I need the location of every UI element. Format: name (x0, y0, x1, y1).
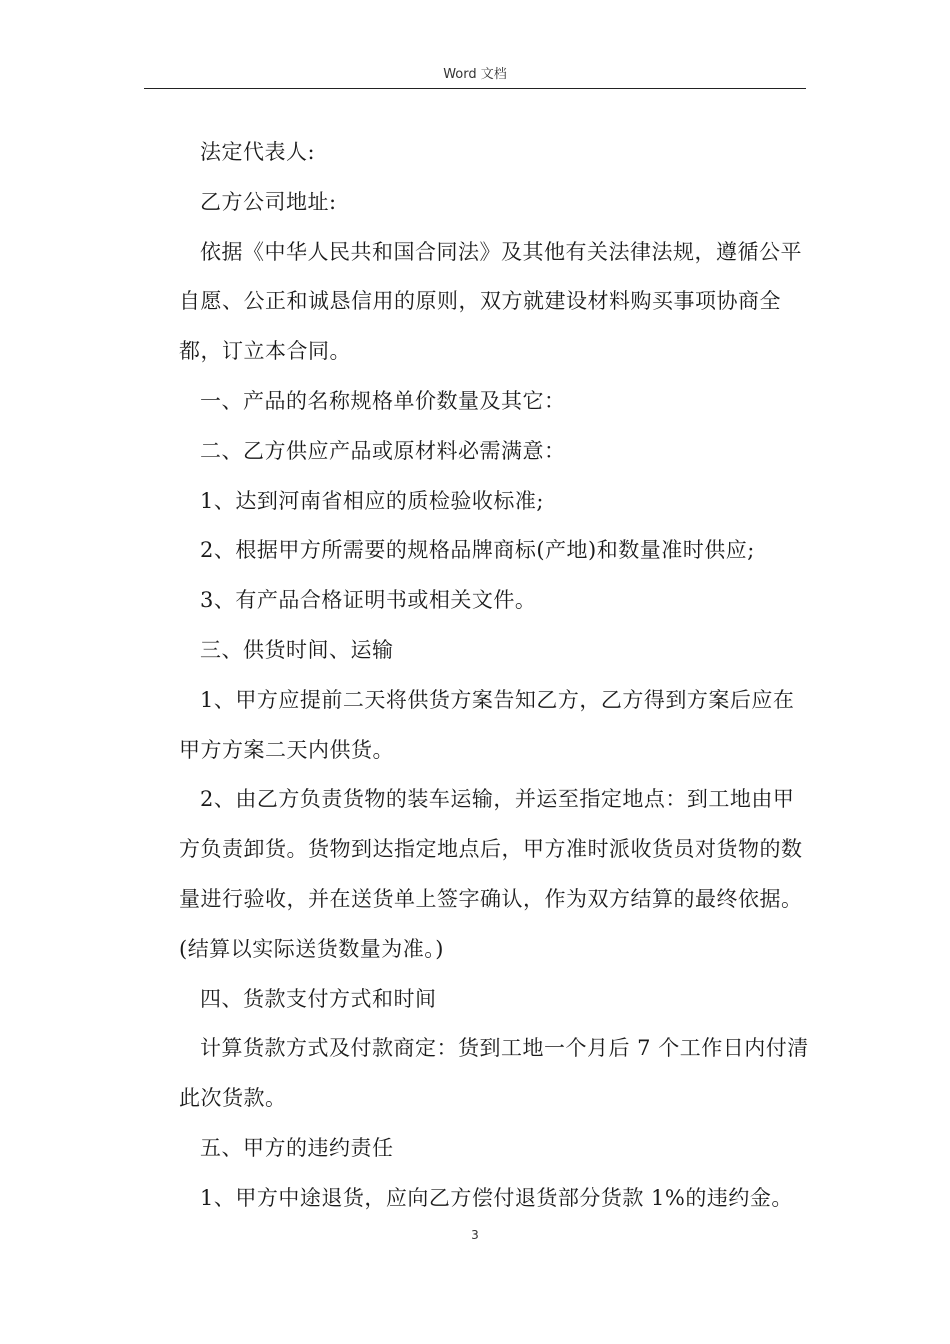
clause-2-3: 3、有产品合格证明书或相关文件。 (200, 588, 537, 613)
clause-5-1: 1、甲方中途退货，应向乙方偿付退货部分货款 1%的违约金。 (200, 1185, 793, 1210)
clause-2-1: 1、达到河南省相应的质检验收标准; (200, 488, 544, 513)
section-heading-3: 三、供货时间、运输 (200, 637, 394, 662)
header-divider (144, 88, 806, 89)
paragraph-legal-representative: 法定代表人: (200, 140, 316, 164)
section-heading-5: 五、甲方的违约责任 (200, 1135, 394, 1160)
section-heading-1: 一、产品的名称规格单价数量及其它： (200, 388, 566, 413)
clause-4-payment: 计算货款方式及付款商定：货到工地一个月后 7 个工作日内付清此次货款。 (179, 1036, 809, 1111)
section-heading-4: 四、货款支付方式和时间 (200, 986, 437, 1011)
page-number: 3 (471, 1228, 479, 1242)
paragraph-preamble: 依据《中华人民共和国合同法》及其他有关法律法规，遵循公平自愿、公正和诚恳信用的原则，双方就建设材料购买事项协商全都，订立本合同。 (179, 239, 802, 364)
paragraph-party-b-address: 乙方公司地址: (200, 189, 337, 214)
section-heading-2: 二、乙方供应产品或原材料必需满意： (200, 438, 566, 463)
clause-3-2: 2、由乙方负责货物的装车运输，并运至指定地点：到工地由甲方负责卸货。货物到达指定地点后，甲方准时派收货员对货物的数量进行验收，并在送货单上签字确认，作为双方结算的最终依据。(结算以实际送货数量为准。) (179, 787, 803, 961)
clause-3-1: 1、甲方应提前二天将供货方案告知乙方，乙方得到方案后应在甲方方案二天内供货。 (179, 687, 795, 762)
document-body (179, 128, 809, 1224)
clause-2-2: 2、根据甲方所需要的规格品牌商标(产地)和数量准时供应; (200, 538, 755, 563)
page-header: Word 文档 (443, 67, 507, 82)
